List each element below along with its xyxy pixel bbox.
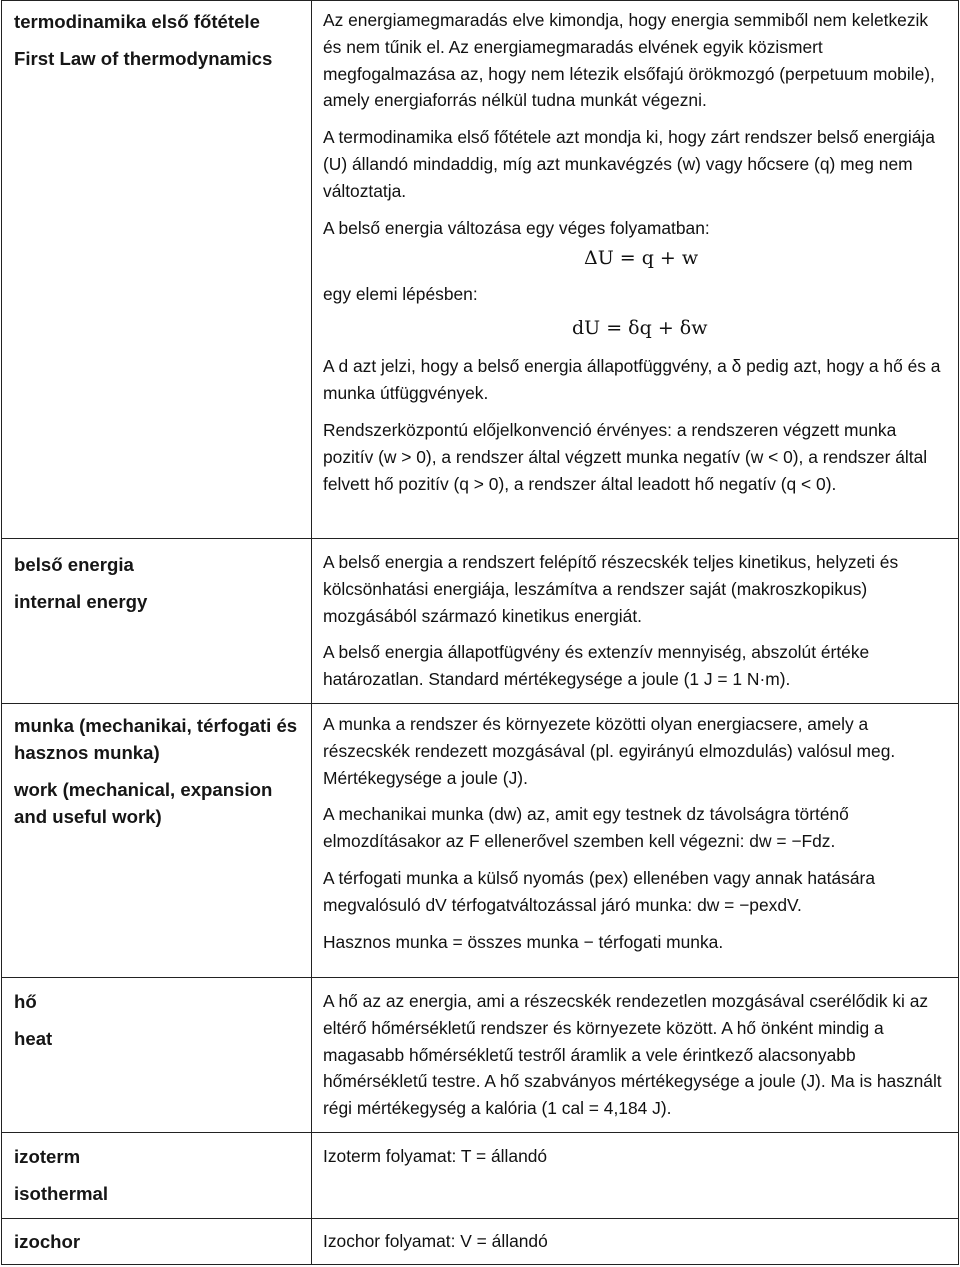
table-row (2, 1, 959, 539)
term-hu: izochor (14, 1231, 81, 1252)
definition-paragraph: A d azt jelzi, hogy a belső energia állapotfüggvény, a δ pedig azt, hogy a hő és a munka útfüggvények. (323, 356, 941, 404)
definition-paragraph: A hő az az energia, ami a részecskék rendezetlen mozgásával cserélődik ki az eltérő hőmérsékletű rendszer és környezete között. A hő önként mindig a magasabb hőmérsékletű testről áramlik a vele érintkező alacsonyabb hőmérsékletű testre. A hő szabványos mértékegysége a joule (J). Ma is használt régi mértékegység a kalória (1 cal = 4,184 J). (323, 991, 942, 1119)
table-row (2, 1133, 959, 1219)
term-cell (2, 978, 312, 1133)
term-hu: hő (14, 991, 37, 1012)
definition-paragraph: Izochor folyamat: V = állandó (323, 1231, 548, 1251)
table-row (2, 978, 959, 1133)
term-en: First Law of thermodynamics (14, 48, 273, 69)
term-cell (2, 539, 312, 704)
definition-cell (312, 1133, 959, 1219)
definition-cell (312, 978, 959, 1133)
term-cell (2, 704, 312, 978)
equation-differential: dU = δq + δw (572, 317, 708, 340)
step-label: egy elemi lépésben: (323, 284, 478, 305)
table-row (2, 539, 959, 704)
definition-paragraph: A munka a rendszer és környezete közötti olyan energiacsere, amely a részecskék rendezett mozgásával (pl. egyirányú elmozdulás) valósul meg. Mértékegysége a joule (J). (323, 714, 896, 788)
table-row (2, 1219, 959, 1265)
definition-paragraph: A mechanikai munka (dw) az, amit egy testnek dz távolságra történő elmozdításakor az F ellenerővel szemben kell végezni: dw = −Fdz. (323, 804, 849, 852)
term-en: work (mechanical, expansion and useful work) (14, 779, 273, 827)
term-en: internal energy (14, 591, 148, 612)
term-cell (2, 1219, 312, 1265)
definition-paragraph: Rendszerközpontú előjelkonvenció érvényes: a rendszeren végzett munka pozitív (w > 0), a rendszer által végzett munka negatív (w < 0), a rendszer által felvett hő pozitív (q > 0), a rendszer által leadott hő negatív (q < 0). (323, 419, 928, 494)
definition-paragraph: Hasznos munka = összes munka − térfogati munka. (323, 931, 724, 952)
definition-cell (312, 539, 959, 704)
term-cell (2, 1, 312, 539)
equation-finite: ΔU = q + w (584, 247, 699, 270)
equation-block (323, 245, 944, 345)
definition-cell (312, 1, 959, 539)
term-hu: munka (mechanikai, térfogati és hasznos munka) (14, 715, 298, 763)
term-hu: belső energia (14, 554, 134, 575)
definition-paragraph: A termodinamika első főtétele azt mondja ki, hogy zárt rendszer belső energiája (U) állandó mindaddig, míg azt munkavégzés (w) vagy hőcsere (q) meg nem változtatja. (323, 127, 935, 201)
term-hu: izoterm (14, 1146, 81, 1167)
term-hu: termodinamika első főtétele (14, 11, 260, 32)
definition-paragraph: A belső energia állapotfügvény és extenzív mennyiség, abszolút értéke határozatlan. Standard mértékegysége a joule (1 J = 1 N·m). (323, 642, 870, 690)
term-cell (2, 1133, 312, 1219)
definition-cell (312, 1219, 959, 1265)
term-en: heat (14, 1028, 53, 1049)
table-row (2, 704, 959, 978)
definition-paragraph: Az energiamegmaradás elve kimondja, hogy energia semmiből nem keletkezik és nem tűnik el. Az energiamegmaradás elvének egyik közismert megfogalmazása az, hogy nem létezik elsőfajú örökmozgó (perpetuum mobile), amely energiaforrás nélkül tudna munkát végezni. (323, 10, 935, 111)
definition-paragraph: A belső energia változása egy véges folyamatban: (323, 217, 710, 238)
definition-paragraph: Izoterm folyamat: T = állandó (323, 1146, 548, 1166)
definition-paragraph: A belső energia a rendszert felépítő részecskék teljes kinetikus, helyzeti és kölcsönhatási energiája, leszámítva a rendszer saját (makroszkopikus) mozgásából származó kinetikus energiát. (323, 552, 899, 626)
definition-paragraph: A térfogati munka a külső nyomás (pex) ellenében vagy annak hatására megvalósuló dV térfogatváltozással járó munka: dw = −pexdV. (323, 867, 875, 915)
term-en: isothermal (14, 1183, 109, 1204)
glossary-table (1, 0, 959, 1265)
definition-cell (312, 704, 959, 978)
